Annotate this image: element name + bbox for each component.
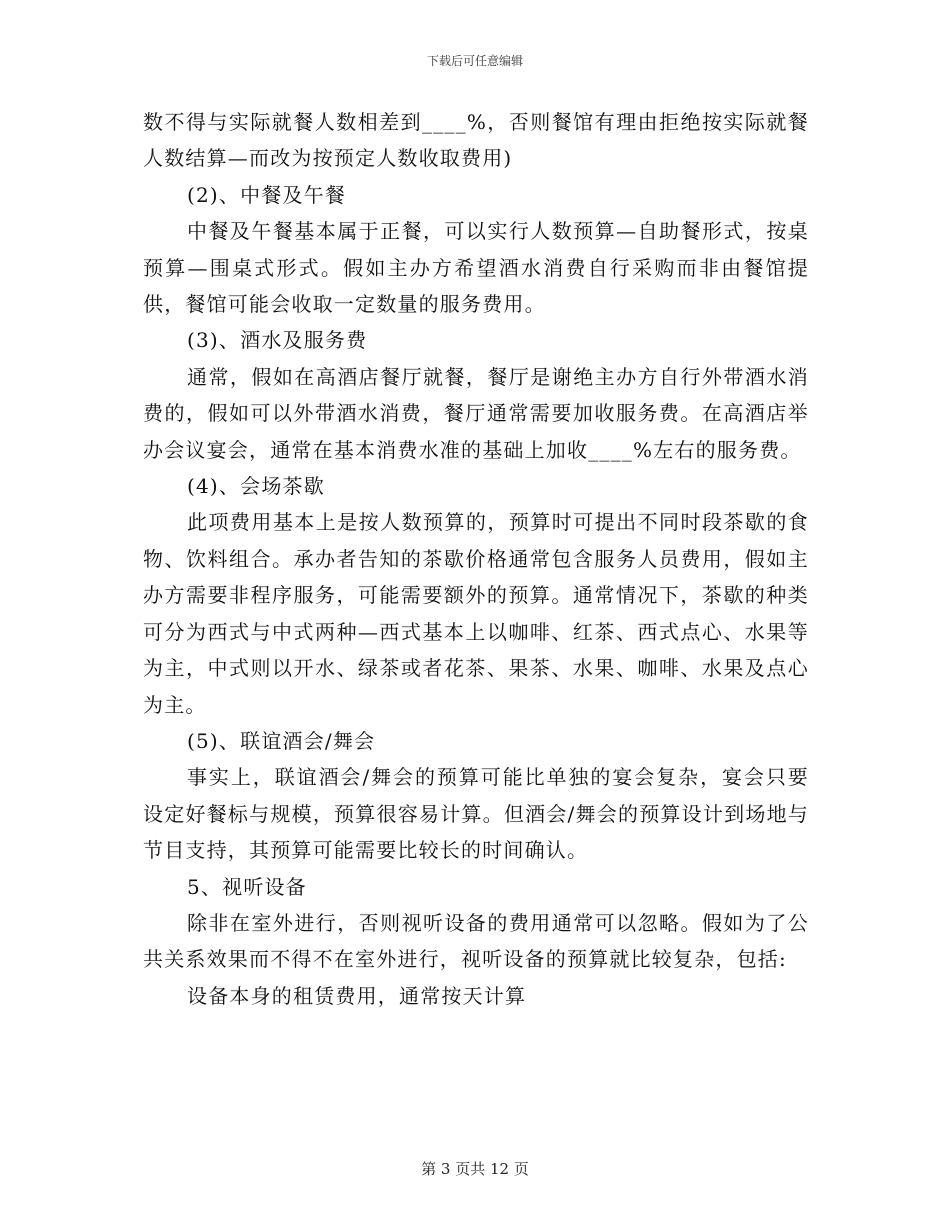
section-heading: (3)、酒水及服务费 [187,328,368,353]
section-heading: (2)、中餐及午餐 [187,182,347,207]
document-body [143,104,809,1014]
page-header: 下载后可任意编辑 [426,54,523,68]
page-footer: 第 3 页共 12 页 [421,1160,529,1178]
section-heading: (4)、会场茶歇 [187,474,325,499]
section-heading: 5、视听设备 [187,874,307,899]
section-heading: (5)、联谊酒会/舞会 [187,728,376,753]
paragraph: 事实上，联谊酒会/舞会的预算可能比单独的宴会复杂，宴会只要设定好餐标与规模，预算很容易计算。但酒会/舞会的预算设计到场地与节目支持，其预算可能需要比较长的时间确认。 [143,765,809,863]
paragraph: 通常，假如在高酒店餐厅就餐，餐厅是谢绝主办方自行外带酒水消费的，假如可以外带酒水消费，餐厅通常需要加收服务费。在高酒店举办会议宴会，通常在基本消费水准的基础上加收____%左右的服务费。 [143,364,809,462]
paragraph: 此项费用基本上是按人数预算的，预算时可提出不同时段茶歇的食物、饮料组合。承办者告知的茶歇价格通常包含服务人员费用，假如主办方需要非程序服务，可能需要额外的预算。通常情况下，茶歇的种类可分为西式与中式两种—西式基本上以咖啡、红茶、西式点心、水果等为主，中式则以开水、绿茶或者花茶、果茶、水果、咖啡、水果及点心为主。 [143,510,809,717]
paragraph: 除非在室外进行，否则视听设备的费用通常可以忽略。假如为了公共关系效果而不得不在室外进行，视听设备的预算就比较复杂，包括: [143,910,809,972]
paragraph: 数不得与实际就餐人数相差到____%，否则餐馆有理由拒绝按实际就餐人数结算—而改为按预定人数收取费用) [143,110,809,171]
paragraph: 设备本身的租赁费用，通常按天计算 [187,983,527,1008]
paragraph: 中餐及午餐基本属于正餐，可以实行人数预算—自助餐形式，按桌预算—围桌式形式。假如主办方希望酒水消费自行采购而非由餐馆提供，餐馆可能会收取一定数量的服务费用。 [143,219,809,317]
